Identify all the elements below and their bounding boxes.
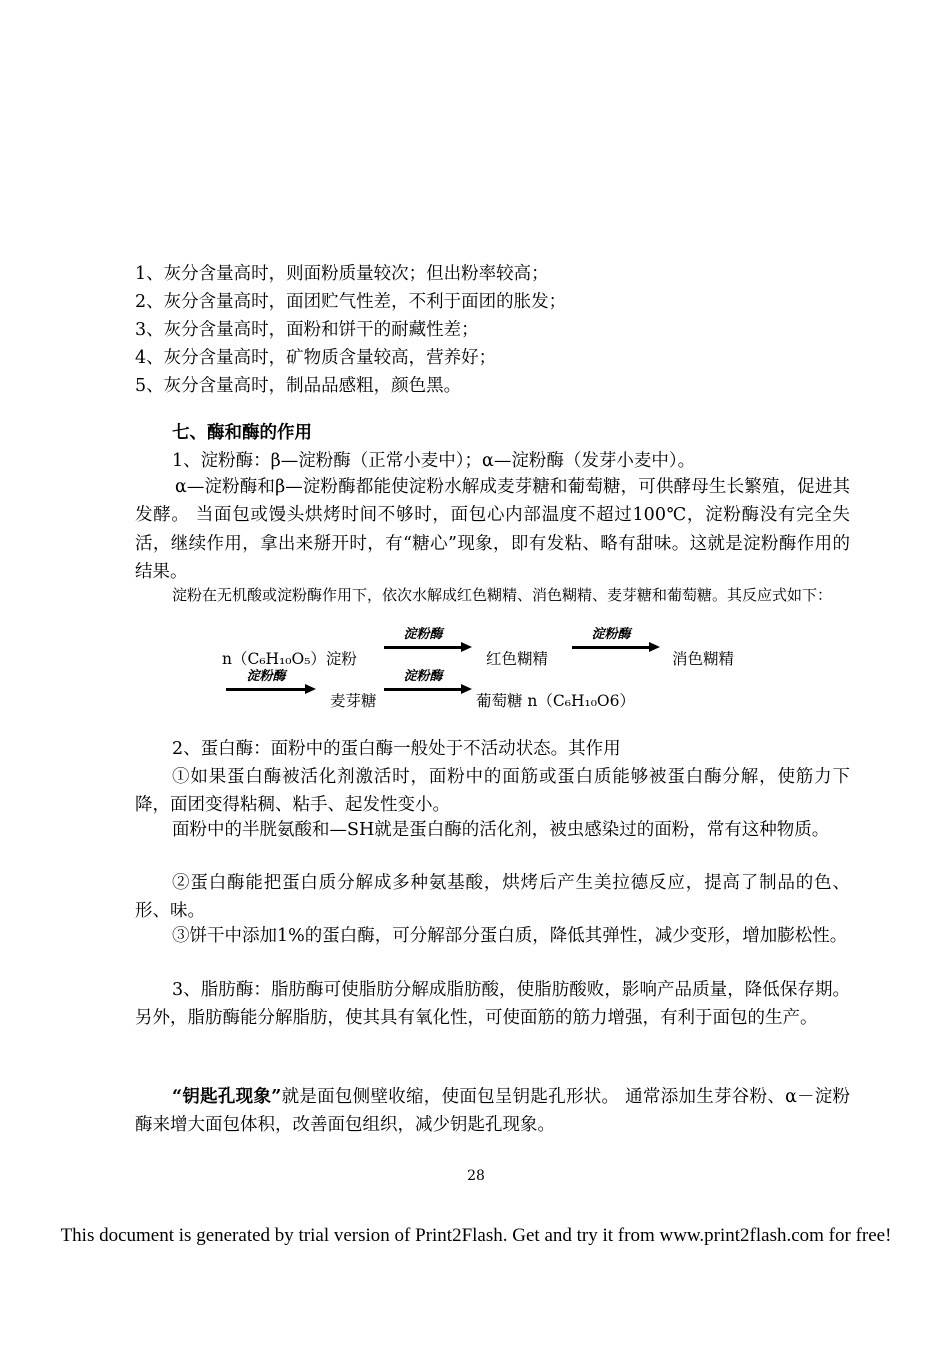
reaction-product-red-dextrin: 红色糊精 bbox=[486, 650, 549, 668]
section-heading: 七、酶和酶的作用 bbox=[172, 423, 312, 443]
ash-item: 3、灰分含量高时，面粉和饼干的耐藏性差； bbox=[135, 320, 479, 340]
keyhole-term: “钥匙孔现象” bbox=[172, 1087, 282, 1107]
amylase-title: 1、淀粉酶：β—淀粉酶（正常小麦中）；α—淀粉酶（发芽小麦中）。 bbox=[172, 451, 696, 471]
reaction-start: n（C₆H₁₀O₅）淀粉 bbox=[222, 650, 357, 668]
ash-item: 5、灰分含量高时，制品品感粗，颜色黑。 bbox=[135, 376, 462, 396]
reaction-product-maltose: 麦芽糖 bbox=[330, 692, 377, 710]
page-number: 28 bbox=[467, 1168, 485, 1184]
arrow-label: 淀粉酶 bbox=[403, 627, 443, 642]
reaction-arrow bbox=[384, 669, 472, 694]
protease-paragraph-1: ①如果蛋白酶被活化剂激活时，面粉中的面筋或蛋白质能够被蛋白酶分解，使筋力下降，面团变得粘稠、粘手、起发性变小。 bbox=[135, 767, 850, 816]
arrow-label: 淀粉酶 bbox=[591, 627, 631, 642]
reaction-equation bbox=[0, 627, 952, 710]
arrow-label: 淀粉酶 bbox=[403, 669, 443, 684]
protease-paragraph-3: ②蛋白酶能把蛋白质分解成多种氨基酸，烘烤后产生美拉德反应，提高了制品的色、形、味。 bbox=[135, 873, 850, 922]
reaction-product-glucose: 葡萄糖 n（C₆H₁₀O6） bbox=[476, 692, 635, 710]
ash-item: 4、灰分含量高时，矿物质含量较高，营养好； bbox=[135, 348, 497, 368]
trial-watermark-footer: This document is generated by trial version of Print2Flash. Get and try it from www.print2flash.com for free! bbox=[60, 1225, 892, 1246]
ash-content-list bbox=[135, 260, 850, 400]
reaction-arrow bbox=[384, 627, 472, 652]
arrow-label: 淀粉酶 bbox=[246, 669, 286, 684]
protease-title: 2、蛋白酶：面粉中的蛋白酶一般处于不活动状态。其作用 bbox=[172, 739, 621, 759]
amylase-paragraph: α—淀粉酶和β—淀粉酶都能使淀粉水解成麦芽糖和葡萄糖，可供酵母生长繁殖，促进其发酵。 当面包或馒头烘烤时间不够时，面包心内部温度不超过100℃，淀粉酶没有完全失活，继续作用，拿出来掰开时，有“糖心”现象，即有发粘、略有甜味。这就是淀粉酶作用的结果。 bbox=[135, 477, 850, 582]
keyhole-paragraph bbox=[135, 1083, 850, 1140]
reaction-product-achro-dextrin: 消色糊精 bbox=[672, 650, 735, 668]
reaction-arrow bbox=[226, 669, 316, 694]
ash-item: 2、灰分含量高时，面团贮气性差，不利于面团的胀发； bbox=[135, 292, 567, 312]
keyhole-description: 就是面包侧壁收缩，使面包呈钥匙孔形状。 通常添加生芽谷粉、α－淀粉酶来增大面包体积，改善面包组织，减少钥匙孔现象。 bbox=[135, 1087, 850, 1136]
ash-item: 1、灰分含量高时，则面粉质量较次；但出粉率较高； bbox=[135, 264, 549, 284]
protease-paragraph-4: ③饼干中添加1%的蛋白酶，可分解部分蛋白质，降低其弹性，减少变形，增加膨松性。 bbox=[172, 926, 848, 946]
reaction-arrow bbox=[572, 627, 660, 652]
protease-paragraph-2: 面粉中的半胱氨酸和—SH就是蛋白酶的活化剂，被虫感染过的面粉，常有这种物质。 bbox=[172, 820, 830, 840]
starch-hydrolysis-note: 淀粉在无机酸或淀粉酶作用下，依次水解成红色糊精、消色糊精、麦芽糖和葡萄糖。其反应式如下： bbox=[172, 586, 833, 604]
lipase-paragraph: 3、脂肪酶：脂肪酶可使脂肪分解成脂肪酸，使脂肪酸败，影响产品质量，降低保存期。另外，脂肪酶能分解脂肪，使其具有氧化性，可使面筋的筋力增强，有利于面包的生产。 bbox=[135, 980, 850, 1029]
